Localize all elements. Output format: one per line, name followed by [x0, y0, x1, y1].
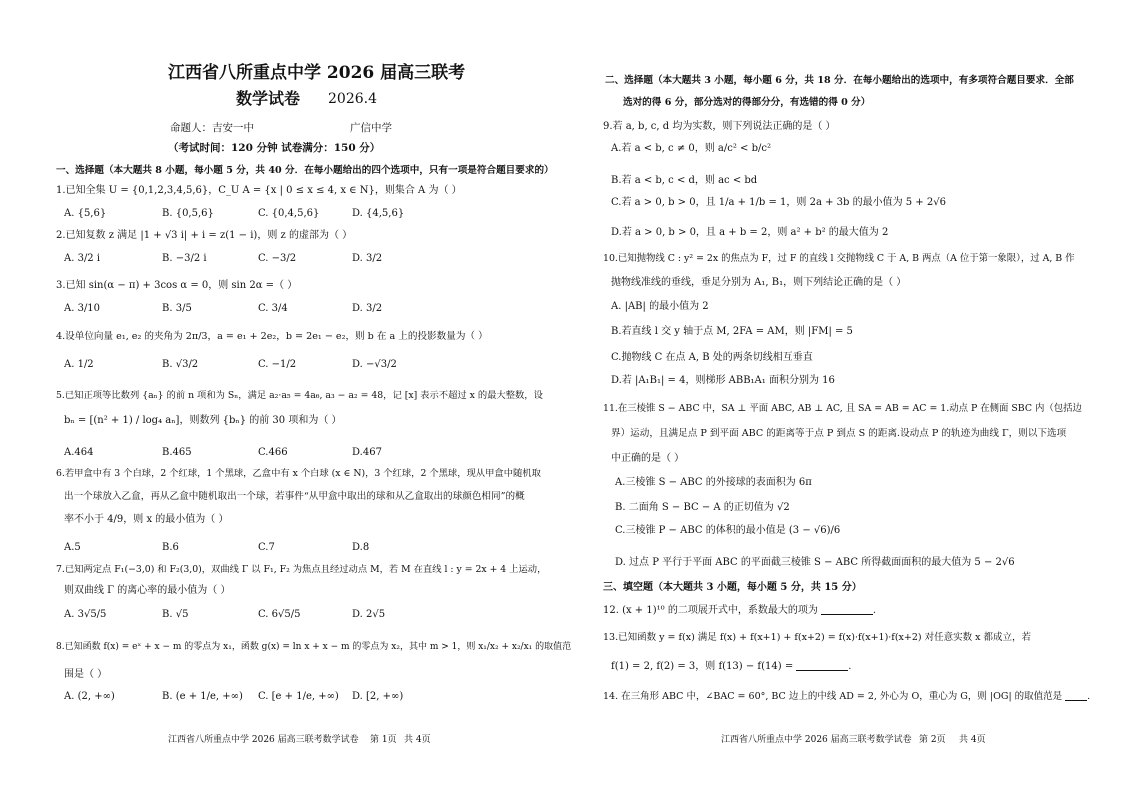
q1-option-d: D. {4,5,6} [352, 208, 405, 219]
setters-school-2: 广信中学 [350, 122, 392, 134]
q5-option-d: D.467 [352, 447, 382, 458]
question-14: 14. 在三角形 ABC 中，∠BAC = 60°, BC 边上的中线 AD = 2, 外心为 O，重心为 G，则 |OG| 的取值范是 . [603, 691, 1091, 702]
q6-option-d: D.8 [352, 542, 370, 553]
question-12: 12. (x + 1)¹⁰ 的二项展开式中，系数最大的项为 . [603, 605, 877, 616]
q1-option-c: C. {0,4,5,6} [258, 208, 320, 219]
question-8-line-1: 8.已知函数 f(x) = eˣ + x − m 的零点为 x₁，函数 g(x) = ln x + x − m 的零点为 x₂，其中 m > 1，则 x₁/x₂ + x₂/x₁ 的取值范 [56, 642, 572, 652]
question-8-line-2: 围是（ ） [64, 669, 108, 680]
q4-option-b: B. √3/2 [162, 359, 199, 370]
q1-option-b: B. {0,5,6} [162, 208, 214, 219]
q5-option-c: C.466 [258, 447, 288, 458]
question-11-line-2: 界）运动，且满足点 P 到平面 ABC 的距离等于点 P 到点 S 的距离.设动点 P 的轨迹为曲线 Γ，则以下选项 [611, 428, 1067, 439]
q10-option-d: D.若 |A₁B₁| = 4，则梯形 ABB₁A₁ 面积分别为 16 [611, 375, 835, 386]
q7-option-d: D. 2√5 [352, 609, 386, 620]
question-5-line-2: bₙ = [(n² + 1) / log₄ aₙ]，则数列 {bₙ} 的前 30 项和为（ ） [64, 415, 342, 426]
q9-option-b: B.若 a < b, c < d，则 ac < bd [611, 175, 758, 186]
q5-option-a: A.464 [64, 447, 94, 458]
question-1: 1.已知全集 U = {0,1,2,3,4,5,6}，C_U A = {x | 0 ≤ x ≤ 4, x ∈ N}，则集合 A 为（ ） [56, 185, 462, 196]
question-6-line-1: 6.若甲盒中有 3 个白球，2 个红球，1 个黑球，乙盒中有 x 个白球 (x ∈ N)，3 个红球，2 个黑球，现从甲盒中随机取 [56, 468, 541, 479]
q2-option-c: C. −3/2 [258, 253, 297, 264]
q2-option-a: A. 3/2 i [64, 253, 101, 264]
q12-answer-blank[interactable] [821, 604, 873, 615]
question-10-line-1: 10.已知抛物线 C : y² = 2x 的焦点为 F，过 F 的直线 l 交抛物线 C 于 A, B 两点（A 位于第一象限），过 A, B 作 [603, 253, 1075, 264]
q11-option-b: B. 二面角 S − BC − A 的正切值为 √2 [615, 502, 790, 513]
q11-option-d: D. 过点 P 平行于平面 ABC 的平面截三棱锥 S − ABC 所得截面面积的最大值为 5 − 2√6 [615, 557, 1015, 568]
q8-option-a: A. (2, +∞) [64, 691, 115, 702]
q7-option-b: B. √5 [162, 609, 189, 620]
question-10-line-2: 抛物线准线的垂线，垂足分别为 A₁, B₁，则下列结论正确的是（ ） [611, 277, 907, 288]
q13-answer-blank[interactable] [796, 660, 848, 671]
q10-option-a: A. |AB| 的最小值为 2 [611, 301, 709, 312]
footer-page-number: 第 1页 [370, 735, 397, 745]
q4-option-a: A. 1/2 [64, 359, 94, 370]
footer-exam-name-2: 江西省八所重点中学 2026 届高三联考数学试卷 [721, 735, 912, 745]
q4-option-c: C. −1/2 [258, 359, 297, 370]
question-6-line-3: 率不小于 4/9，则 x 的最小值为（ ） [64, 514, 229, 525]
q14-answer-blank[interactable] [1065, 690, 1087, 701]
question-5-line-1: 5.已知正项等比数列 {aₙ} 的前 n 项和为 Sₙ，满足 a₂·a₅ = 4a₆, a₃ − a₂ = 48，记 [x] 表示不超过 x 的最大整数，设 [56, 390, 543, 401]
q11-option-c: C.三棱锥 P − ABC 的体积的最小值是 (3 − √6)/6 [615, 525, 841, 536]
footer-page-total-2: 共 4页 [959, 735, 986, 745]
q8-option-c: C. [e + 1/e, +∞) [258, 691, 339, 702]
question-9: 9.若 a, b, c, d 均为实数，则下列说法正确的是（ ） [603, 121, 836, 132]
section-3-heading: 三、填空题（本大题共 3 小题，每小题 5 分，共 15 分） [603, 582, 862, 593]
q2-option-d: D. 3/2 [352, 253, 383, 264]
q8-option-d: D. [2, +∞) [352, 691, 404, 702]
question-7-line-2: 则双曲线 Γ 的离心率的最小值为（ ） [64, 585, 231, 596]
q3-option-b: B. 3/5 [162, 303, 192, 314]
q5-option-b: B.465 [162, 447, 192, 458]
footer-page-total: 共 4页 [404, 735, 431, 745]
q3-option-c: C. 3/4 [258, 303, 288, 314]
q7-option-a: A. 3√5/5 [64, 609, 107, 620]
q2-option-b: B. −3/2 i [162, 253, 207, 264]
question-7-line-1: 7.已知两定点 F₁(−3,0) 和 F₂(3,0)，双曲线 Γ 以 F₁, F₂ 为焦点且经过动点 M，若 M 在直线 l : y = 2x + 4 上运动， [56, 564, 547, 575]
question-14-text: 14. 在三角形 ABC 中，∠BAC = 60°, BC 边上的中线 AD = 2, 外心为 O，重心为 G，则 |OG| 的取值范是 [603, 691, 1063, 702]
q1-option-a: A. {5,6} [64, 208, 107, 219]
q6-option-b: B.6 [162, 542, 179, 553]
q11-option-a: A.三棱锥 S − ABC 的外接球的表面积为 6π [615, 477, 812, 488]
q10-option-b: B.若直线 l 交 y 轴于点 M, 2FA = AM，则 |FM| = 5 [611, 326, 853, 337]
footer-exam-name: 江西省八所重点中学 2026 届高三联考数学试卷 [168, 735, 359, 745]
setters-label: 命题人：吉安一中 [170, 122, 254, 134]
q9-option-c: C.若 a > 0, b > 0，且 1/a + 1/b = 1，则 2a + 3b 的最小值为 5 + 2√6 [611, 197, 946, 208]
exam-date: 2026.4 [328, 91, 377, 107]
q9-option-a: A.若 a < b, c ≠ 0，则 a/c² < b/c² [611, 143, 771, 154]
q4-option-d: D. −√3/2 [352, 359, 397, 370]
question-11-line-1: 11.在三棱锥 S − ABC 中，SA ⊥ 平面 ABC, AB ⊥ AC, 且 SA = AB = AC = 1.动点 P 在侧面 SBC 内（包括边 [603, 403, 1082, 414]
q3-option-d: D. 3/2 [352, 303, 383, 314]
q10-option-c: C.抛物线 C 在点 A, B 处的两条切线相互垂直 [611, 352, 813, 363]
question-13-line-2: f(1) = 2, f(2) = 3，则 f(13) − f(14) = . [611, 661, 852, 672]
section-2-heading-line-2: 选对的得 6 分，部分选对的得部分分，有选错的得 0 分） [623, 97, 871, 108]
question-2: 2.已知复数 z 满足 |1 + √3 i| + i = z(1 − i)，则 z 的虚部为（ ） [56, 230, 353, 241]
q6-option-c: C.7 [258, 542, 275, 553]
question-13-line-1: 13.已知函数 y = f(x) 满足 f(x) + f(x+1) + f(x+2) = f(x)·f(x+1)·f(x+2) 对任意实数 x 都成立，若 [603, 632, 1032, 643]
question-13-text: f(1) = 2, f(2) = 3，则 f(13) − f(14) = [611, 661, 794, 672]
q9-option-d: D.若 a > 0, b > 0，且 a + b = 2，则 a² + b² 的最大值为 2 [611, 227, 889, 238]
q6-option-a: A.5 [64, 542, 81, 553]
section-1-heading: 一、选择题（本大题共 8 小题，每小题 5 分，共 40 分．在每小题给出的四个选项中，只有一项是符合题目要求的） [56, 165, 554, 176]
exam-info: （考试时间：120 分钟 试卷满分：150 分） [168, 142, 381, 154]
q3-option-a: A. 3/10 [64, 303, 101, 314]
section-2-heading-line-1: 二、选择题（本大题共 3 小题，每小题 6 分，共 18 分．在每小题给出的选项中，有多项符合题目要求．全部 [605, 75, 1074, 86]
question-6-line-2: 出一个球放入乙盒，再从乙盒中随机取出一个球，若事件“从甲盒中取出的球和从乙盒取出的球颜色相同”的概 [64, 491, 525, 502]
q7-option-c: C. 6√5/5 [258, 609, 301, 620]
footer-page-number-2: 第 2页 [919, 735, 946, 745]
question-11-line-3: 中正确的是（ ） [611, 453, 685, 464]
question-3: 3.已知 sin(α − π) + 3cos α = 0，则 sin 2α =（ ） [56, 280, 298, 291]
question-4: 4.设单位向量 e₁, e₂ 的夹角为 2π/3，a = e₁ + 2e₂，b = 2e₁ − e₂，则 b 在 a 上的投影数量为（ ） [56, 331, 488, 342]
q8-option-b: B. (e + 1/e, +∞) [162, 691, 243, 702]
question-12-text: 12. (x + 1)¹⁰ 的二项展开式中，系数最大的项为 [603, 605, 818, 616]
exam-title: 江西省八所重点中学 2026 届高三联考 [168, 63, 466, 83]
exam-subject: 数学试卷 [236, 89, 301, 108]
exam-page-2 [561, 0, 1122, 794]
